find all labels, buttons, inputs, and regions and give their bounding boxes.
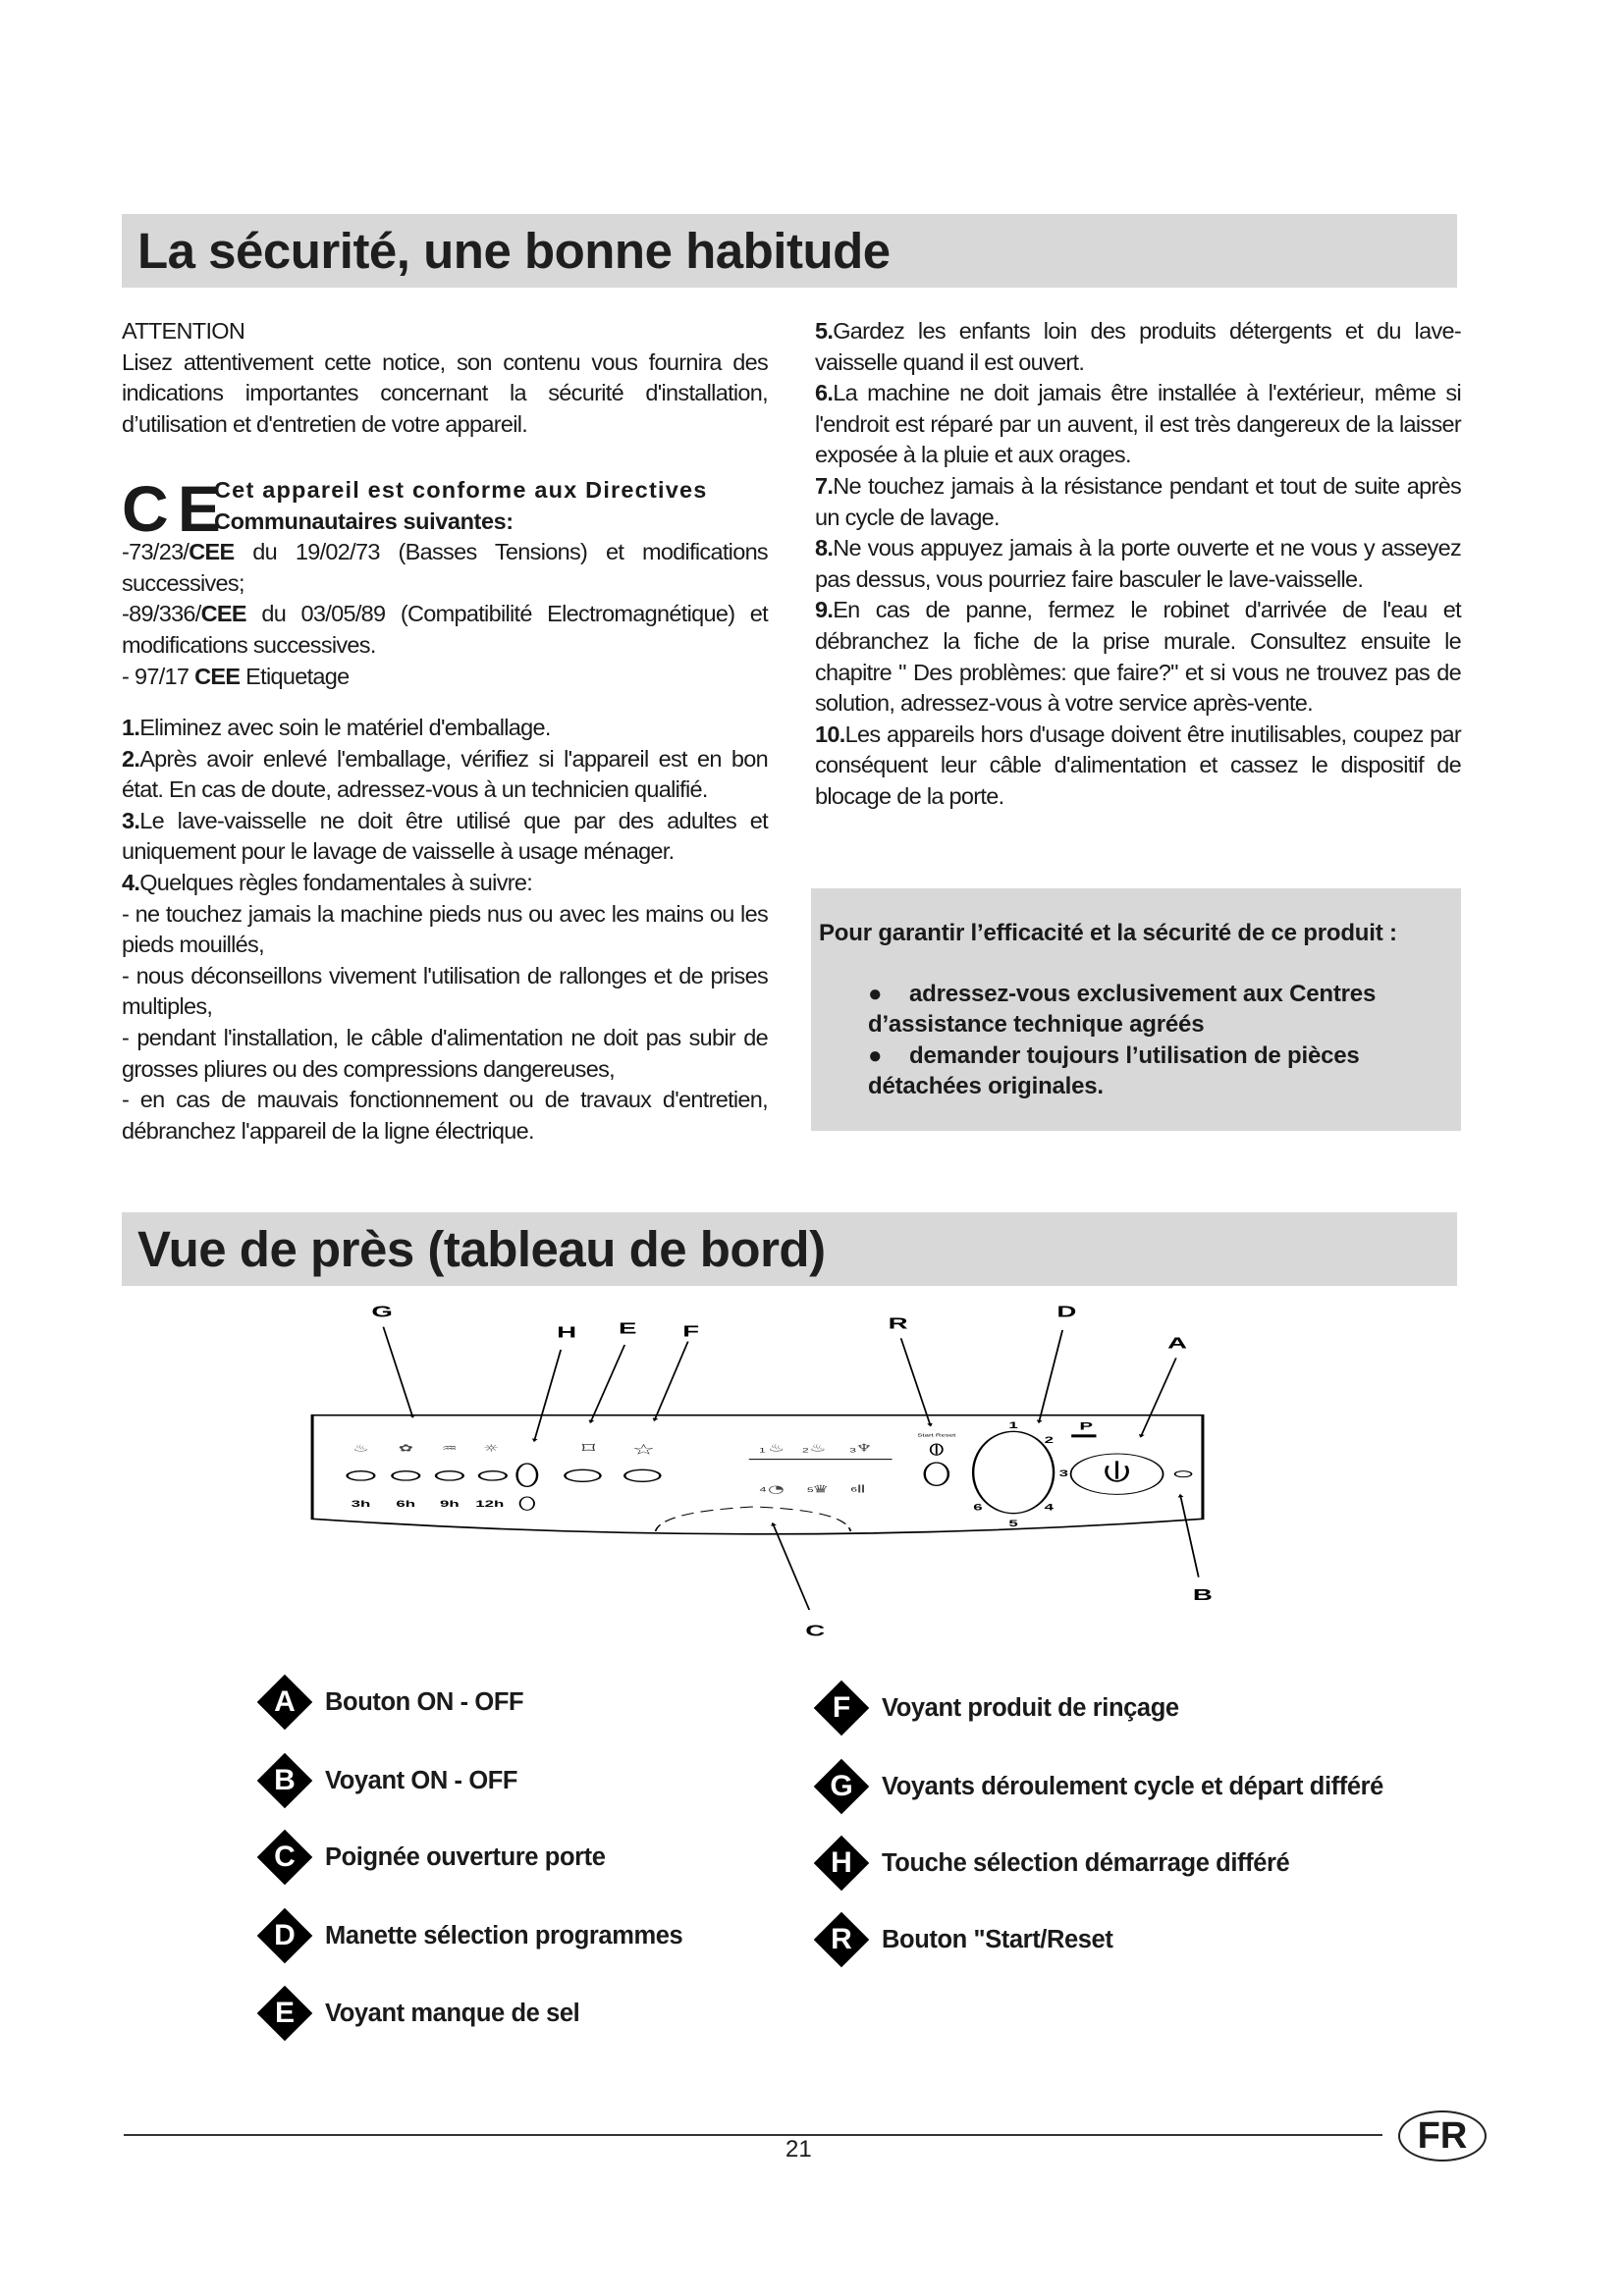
wash-icon: ✿ [398, 1442, 413, 1455]
callout-h: H [557, 1323, 577, 1342]
cycle-led [348, 1471, 375, 1480]
panel-outline [312, 1415, 1203, 1534]
attention-block [122, 316, 768, 440]
delay-label: 9h [440, 1498, 460, 1510]
legend-item-b [254, 1750, 517, 1811]
delay-label: 12h [475, 1498, 505, 1510]
legend-item-e [254, 1983, 579, 2044]
letter-h-diamond-icon: H [811, 1833, 872, 1894]
dry-icon: ☼ [482, 1442, 500, 1455]
legend-label: Voyant produit de rinçage [882, 1693, 1179, 1722]
callout-a: A [1167, 1334, 1188, 1352]
salt-led [565, 1469, 600, 1481]
box-title: Pour garantir l’efficacité et la sécurité de ce produit : [819, 920, 1397, 946]
letter-b-diamond-icon: B [254, 1750, 315, 1811]
dial-number: 5 [1008, 1518, 1018, 1529]
p-bar [1071, 1434, 1096, 1437]
rule-item: - ne touchez jamais la machine pieds nus ou avec les mains ou les pieds mouillés, [122, 900, 768, 958]
rinse-aid-led [624, 1469, 660, 1481]
letter-g-diamond-icon: G [811, 1756, 872, 1817]
eco-program-icon: ◔ [768, 1483, 785, 1496]
arrow-h [534, 1350, 561, 1441]
legend-label: Bouton "Start/Reset [882, 1925, 1113, 1953]
ce-block [122, 472, 768, 692]
p-label: P [1079, 1419, 1094, 1433]
power-icon [1107, 1461, 1128, 1481]
list-item: 1.Eliminez avec soin le matériel d'emballage. [122, 715, 551, 740]
start-reset-button [925, 1463, 948, 1485]
footer-divider [124, 2134, 1382, 2136]
salt-icon: ⌑ [581, 1439, 596, 1458]
letter-c-diamond-icon: C [254, 1827, 315, 1888]
cycle-led [479, 1471, 507, 1480]
normal-program-icon: ♨ [809, 1441, 827, 1455]
directive-item: - 97/17 CEE Etiquetage [122, 663, 350, 689]
legend-label: Poignée ouverture porte [325, 1842, 606, 1871]
legend-label: Bouton ON - OFF [325, 1687, 524, 1716]
legend-label: Voyant manque de sel [325, 1999, 580, 2027]
dial-number: 6 [973, 1502, 983, 1513]
callout-d: D [1056, 1303, 1077, 1321]
warranty-notice-box [811, 888, 1461, 1131]
section-title: Vue de près (tableau de bord) [137, 1221, 826, 1277]
language-badge-fr: FR [1398, 2110, 1487, 2162]
legend-label: Touche sélection démarrage différé [882, 1848, 1290, 1877]
letter-a-diamond-icon: A [254, 1672, 315, 1733]
list-item: 4.Quelques règles fondamentales à suivre: [122, 869, 533, 895]
directive-item: -73/23/CEE du 19/02/73 (Basses Tensions) et modifications successives; [122, 539, 768, 596]
on-off-led [1175, 1471, 1192, 1477]
cycle-led [436, 1471, 463, 1480]
section-title: La sécurité, une bonne habitude [137, 223, 891, 279]
list-item: 2.Après avoir enlevé l'emballage, vérifiez si l'appareil est en bon état. En cas de doute, adressez-vous à un technicien qualifié. [122, 745, 768, 803]
list-item: 8.Ne vous appuyez jamais à la porte ouverte et ne vous y asseyez pas dessus, vous pourriez faire basculer le lave-vaisselle. [815, 535, 1461, 592]
program-number: 5 [806, 1486, 814, 1495]
dial-number: 3 [1058, 1468, 1069, 1479]
legend-label: Voyant ON - OFF [325, 1766, 518, 1794]
bullet-icon: ● [868, 1041, 883, 1069]
list-item: 9.En cas de panne, fermez le robinet d'arrivée de l'eau et débranchez la fiche de la prise murale. Consultez ensuite le chapitre " Des problèmes: que faire?" et si vous ne trouvez pas de solution, adressez-vous à votre service après-vente. [815, 597, 1461, 717]
attention-text: Lisez attentivement cette notice, son contenu vous fournira des indications importantes concernant la sécurité d'installation, d’utilisation et d'entretien de votre appareil. [122, 348, 768, 437]
arrow-g [383, 1327, 412, 1417]
section-heading-safety [122, 214, 1457, 288]
callout-b: B [1192, 1586, 1213, 1604]
ce-mark-icon: C E [122, 472, 219, 545]
ce-title-line1: Cet appareil est conforme aux Directives [214, 477, 708, 503]
attention-label: ATTENTION [122, 318, 245, 344]
legend-item-h [811, 1833, 1289, 1894]
legend-label: Manette sélection programmes [325, 1921, 683, 1949]
delay-label: 3h [351, 1498, 371, 1510]
bullet-icon: ● [868, 980, 883, 1007]
directive-item: -89/336/CEE du 03/05/89 (Compatibilité Electromagnétique) et modifications successives. [122, 601, 768, 658]
letter-f-diamond-icon: F [811, 1678, 872, 1738]
callout-e: E [619, 1319, 637, 1337]
delay-clock-icon [520, 1497, 534, 1510]
legend-item-g [811, 1756, 1383, 1817]
rinse-aid-icon: ☆ [631, 1441, 656, 1459]
arrow-c [773, 1523, 809, 1610]
program-number: 3 [849, 1446, 856, 1455]
list-item: 6.La machine ne doit jamais être installée à l'extérieur, même si l'endroit est réparé par un auvent, il est très dangereux de la laisser exposée à la pluie et aux orages. [815, 380, 1461, 468]
program-number: 2 [802, 1446, 809, 1455]
callout-c: C [805, 1622, 826, 1640]
arrow-b [1180, 1495, 1199, 1577]
dial-number: 1 [1008, 1419, 1018, 1431]
arrow-r [901, 1338, 931, 1425]
rule-item: - en cas de mauvais fonctionnement ou de travaux d'entretien, débranchez l'appareil de la ligne électrique. [122, 1087, 768, 1144]
arrow-a [1141, 1358, 1176, 1437]
box-bullet-item: ● adressez-vous exclusivement aux Centres d’assistance technique agréés [868, 980, 1377, 1039]
program-number: 4 [759, 1485, 767, 1494]
program-dial [973, 1431, 1054, 1513]
arrow-f [654, 1342, 687, 1421]
start-reset-label: Start Reset [917, 1432, 956, 1438]
dial-number: 2 [1044, 1434, 1054, 1446]
rule-item: - nous déconseillons vivement l'utilisation de rallonges et de prises multiples, [122, 962, 768, 1020]
callout-r: R [888, 1314, 908, 1332]
legend-item-r [811, 1909, 1112, 1970]
door-handle-outline [656, 1507, 851, 1531]
page-number: 21 [785, 2136, 812, 2163]
list-item: 3.Le lave-vaisselle ne doit être utilisé que par des adultes et uniquement pour le lavage de vaisselle à usage ménager. [122, 807, 768, 865]
list-item: 10.Les appareils hors d'usage doivent être inutilisables, coupez par conséquent leur câble d'alimentation et cassez le dispositif de blocage de la porte. [815, 721, 1461, 809]
arrow-e [590, 1345, 624, 1422]
ce-title-line2: Communautaires suivantes: [214, 507, 514, 534]
letter-d-diamond-icon: D [254, 1905, 315, 1966]
list-item: 7.Ne touchez jamais à la résistance pendant et tout de suite après un cycle de lavage. [815, 472, 1461, 530]
safety-list-right [815, 316, 1461, 813]
list-item: 5.Gardez les enfants loin des produits détergents et du lave-vaisselle quand il est ouvert. [815, 318, 1461, 375]
letter-r-diamond-icon: R [811, 1909, 872, 1970]
dial-number: 4 [1044, 1502, 1054, 1513]
delicate-program-icon: ♆ [855, 1441, 873, 1455]
safety-list-left [122, 713, 768, 1147]
box-bullet-item: ● demander toujours l’utilisation de pièces détachées originales. [868, 1041, 1360, 1100]
intensive-program-icon: ♨ [768, 1441, 785, 1455]
letter-e-diamond-icon: E [254, 1983, 315, 2044]
legend-item-d [254, 1905, 682, 1966]
rinse-icon: ♒ [441, 1442, 458, 1455]
program-number: 6 [850, 1485, 858, 1494]
callout-g: G [371, 1303, 393, 1321]
cycle-led [392, 1471, 419, 1480]
delay-start-button [517, 1464, 537, 1486]
legend-item-a [254, 1672, 523, 1733]
program-number: 1 [759, 1446, 766, 1455]
delay-label: 6h [396, 1498, 416, 1510]
prewash-icon: ♨ [352, 1442, 369, 1455]
legend-item-c [254, 1827, 606, 1888]
rule-item: - pendant l'installation, le câble d'alimentation ne doit pas subir de grosses pliures ou des compressions dangereuses, [122, 1024, 768, 1082]
soak-program-icon: Ⅱ [856, 1483, 866, 1496]
legend-item-f [811, 1678, 1179, 1738]
callout-f: F [682, 1322, 700, 1341]
section-heading-control-panel [122, 1212, 1457, 1286]
legend-label: Voyants déroulement cycle et départ différé [882, 1772, 1383, 1800]
quick-program-icon: ♛ [812, 1483, 830, 1496]
arrow-d [1039, 1330, 1062, 1422]
control-panel-diagram [295, 1296, 1218, 1649]
